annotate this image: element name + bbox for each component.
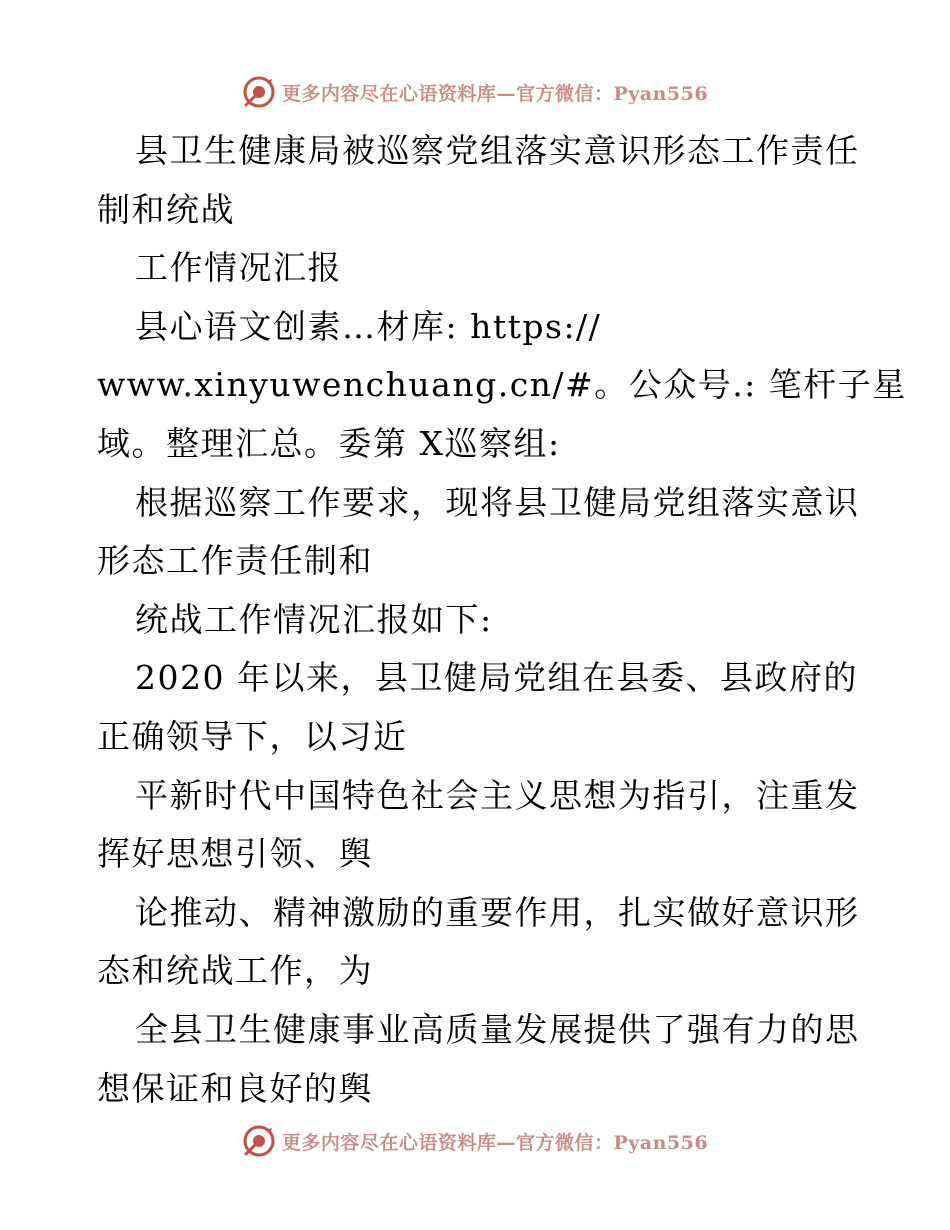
- title-line-2: 制和统战: [97, 189, 235, 229]
- paragraph-line: 正确领导下，以习近: [97, 716, 408, 756]
- paragraph-line: 挥好思想引领、舆: [97, 834, 373, 874]
- footer-brand-text: 更多内容尽在心语资料库—: [281, 1131, 516, 1154]
- header-wechat-text: 官方微信：Pyan556: [515, 82, 709, 105]
- source-line-2: www.xinyuwenchuang.cn/#。公众号.: 笔杆子星: [97, 365, 907, 405]
- footer-wechat-text: 官方微信：Pyan556: [515, 1131, 709, 1154]
- paragraph-line: 形态工作责任制和: [97, 541, 373, 581]
- paragraph-line: 想保证和良好的舆: [97, 1068, 373, 1108]
- title-line-3: 工作情况汇报: [135, 248, 342, 288]
- paragraph-line: 2020 年以来，县卫健局党组在县委、县政府的: [135, 658, 858, 698]
- pen-logo-icon: [242, 75, 276, 109]
- header-brand-text: 更多内容尽在心语资料库—: [281, 82, 516, 105]
- paragraph-line: 论推动、精神激励的重要作用，扎实做好意识形: [135, 892, 860, 932]
- paragraph-line: 统战工作情况汇报如下:: [135, 599, 493, 639]
- paragraph-line: 根据巡察工作要求，现将县卫健局党组落实意识: [135, 482, 860, 522]
- header-watermark: [0, 72, 950, 112]
- source-line-1: 县心语文创素…材库: https://: [135, 306, 602, 346]
- addressee-line: 域。整理汇总。委第 X巡察组:: [97, 423, 561, 463]
- title-line-1: 县卫生健康局被巡察党组落实意识形态工作责任: [135, 131, 860, 170]
- pen-logo-icon: [242, 1124, 276, 1158]
- document-body: [97, 122, 907, 1118]
- paragraph-line: 态和统战工作，为: [97, 951, 373, 991]
- paragraph-line: 平新时代中国特色社会主义思想为指引，注重发: [135, 775, 860, 815]
- paragraph-line: 全县卫生健康事业高质量发展提供了强有力的思: [135, 1009, 860, 1049]
- footer-watermark: [0, 1121, 950, 1161]
